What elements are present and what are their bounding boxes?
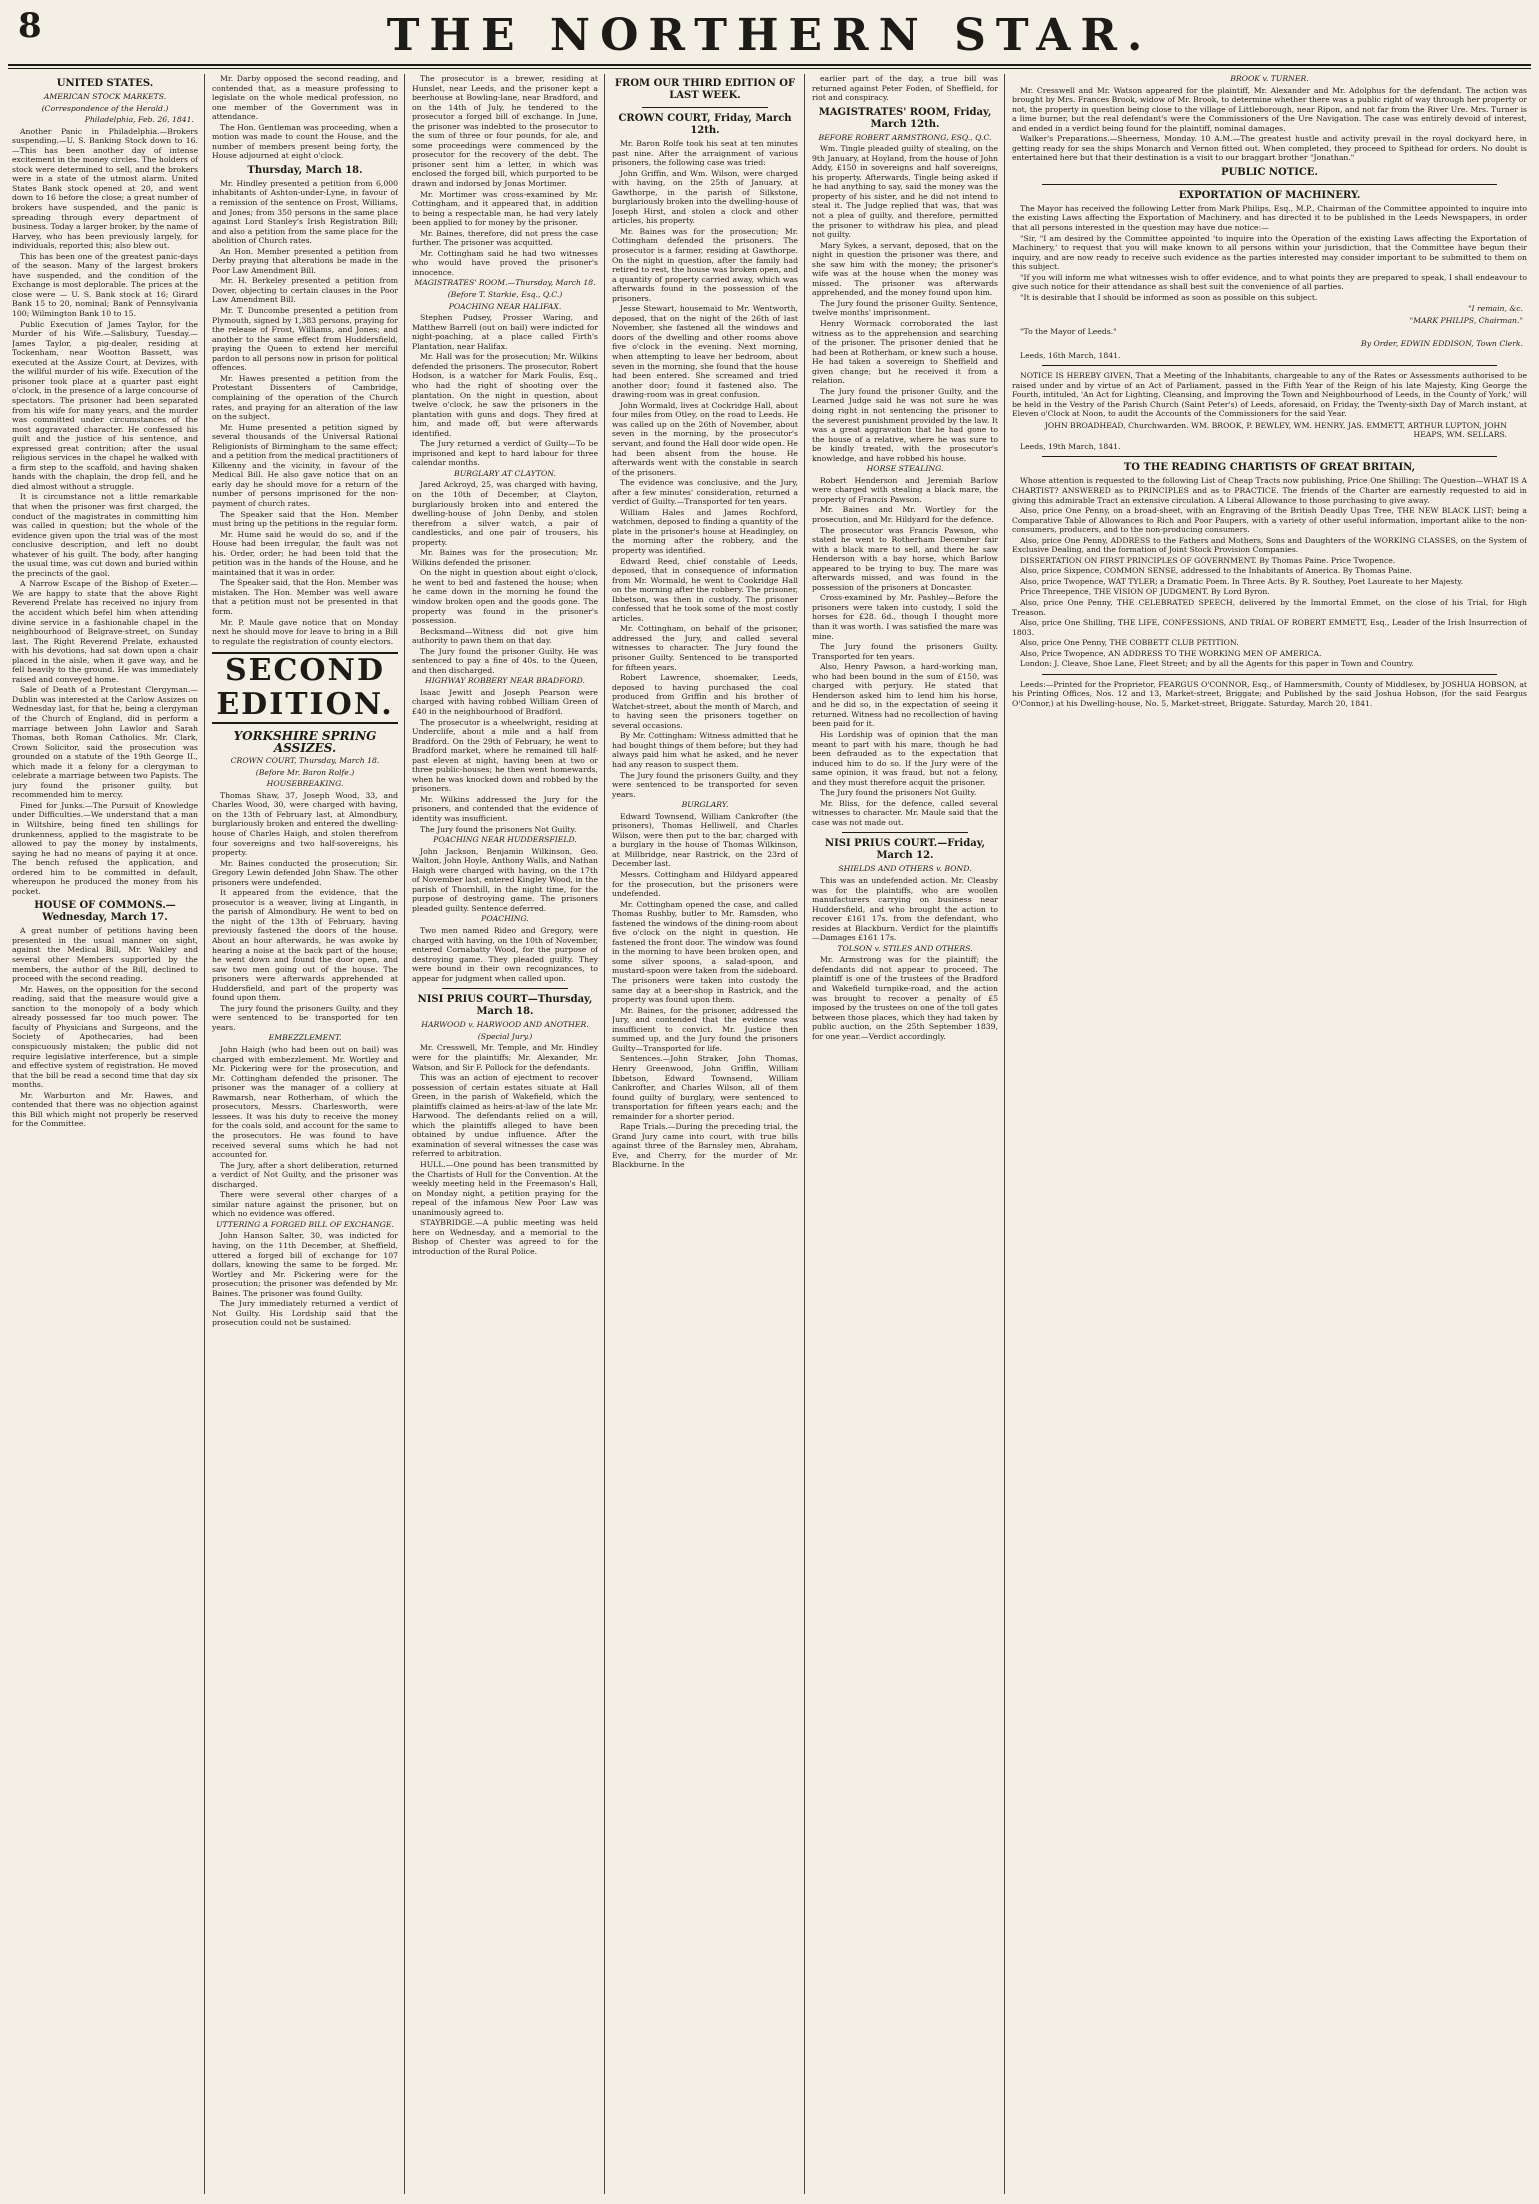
section-rule <box>442 988 568 989</box>
article-paragraph: On the night in question about eight o'clock, he went to bed and fastened the house; when he came down in the morning he found the window broken open and the goods gone. The property was found in the prisoner's possession. <box>412 568 598 626</box>
signatories-list: JOHN BROADHEAD, Churchwarden. WM. BROOK, P. BEWLEY, WM. HENRY, JAS. EMMETT, ARTHUR LUPTON, JOHN HEAPS, WM. SELLARS. <box>1044 420 1507 440</box>
section-rule <box>642 107 768 108</box>
article-paragraph: Edward Townsend, William Cankrofter (the prisoners), Thomas Helliwell, and Charles Wilson, were then put to the bar, charged with a burglary in the house of Thomas Wilkinson, at Millbridge, near Rastrick, on the 23rd of December last. <box>612 811 798 869</box>
masthead-rule-thin <box>8 68 1531 69</box>
article-paragraph: The Jury, after a short deliberation, returned a verdict of Not Guilty, and the prisoner was discharged. <box>212 1160 398 1189</box>
article-paragraph: The Speaker said, that the Hon. Member was mistaken. The Hon. Member was well aware that a petition must not be presented in that form. <box>212 578 398 616</box>
article-paragraph: Wm. Tingle pleaded guilty of stealing, on the 9th January, at Hoyland, from the house of John Addy, £150 in sovereigns and half sovereigns, his property. Afterwards, Tingle being asked if he had anything to say, said the money was the property of his sister, and he did not intend to steal it. The Judge replied that was, that was not a plea of guilty, and therefore, permitted the prisoner to withdraw his plea, and plead not guilty. <box>812 144 998 240</box>
article-paragraph: Becksmand—Witness did not give him authority to pawn them on that day. <box>412 626 598 646</box>
article-paragraph: Mr. Warburton and Mr. Hawes, and contended that there was no objection against this Bill which might not properly be reserved for the Committee. <box>12 1090 198 1129</box>
section-rule <box>842 832 968 833</box>
subheading: SHIELDS AND OTHERS v. BOND. <box>838 864 972 874</box>
article-paragraph: Isaac Jewitt and Joseph Pearson were charged with having robbed William Green of £40 in the neighbourhood of Bradford. <box>412 687 598 716</box>
column-divider <box>1004 74 1005 2194</box>
subheading: POACHING NEAR HUDDERSFIELD. <box>433 835 577 845</box>
article-paragraph: Cross-examined by Mr. Pashley—Before the prisoners were taken into custody, I sold the horses for £28. 6d., though I thought more than it was worth. I was satisfied the mare was mine. <box>812 593 998 641</box>
article-paragraph: Another Panic in Philadelphia.—Brokers suspending.—U. S. Banking Stock down to 16.—This has been another day of intense excitement in the money circles. The holders of stock were determined to sell, and the brokers were in a state of the utmost alarm. United States Bank stock opened at 20, and went down to 16 before the close; a great number of brokers have suspended, and the panic is spreading through every department of business. Today a larger broker, by the name of Harvey, who has been previously largely, for individuals, reported this; also blew out. <box>12 126 198 251</box>
section-heading: UNITED STATES. <box>56 78 154 89</box>
article-paragraph: John Wormald, lives at Cockridge Hall, about four miles from Otley, on the road to Leeds. He was called up on the 26th of November, about seven in the morning, by the prosecutor's servant, and found the Hall door wide open. He had been absent from the house. He afterwards went with the constable in search of the prisoners. <box>612 400 798 477</box>
subheading: HOUSEBREAKING. <box>266 779 344 789</box>
article-paragraph: His Lordship was of opinion that the man meant to part with his mare, though he had been defrauded as to the expectation that induced him to do so. If the Jury were of the same opinion, it was fraud, but not a felony, and they must therefore acquit the prisoner. <box>812 730 998 787</box>
article-paragraph: The evidence was conclusive, and the Jury, after a few minutes' consideration, returned a verdict of Guilty.—Transported for ten years. <box>612 478 798 507</box>
column-2 <box>212 74 398 2199</box>
article-paragraph: Mary Sykes, a servant, deposed, that on the night in question the prisoner was there, and she saw him with the money; the prisoner's wife was at the house when the money was missed. The prisoner was afterwards apprehended, and the money found upon him. <box>812 240 998 298</box>
article-paragraph: The Jury found the prisoners Not Guilty. <box>420 824 577 834</box>
article-paragraph: This was an action of ejectment to recover possession of certain estates situate at Hall Green, in the parish of Wakefield, which the plaintiffs claimed as heirs-at-law of the late Mr. Harwood. The defendants relied on a will, which the plaintiffs alleged to have been obtained by undue influence. After the examination of several witnesses the case was referred to arbitration. <box>412 1073 598 1159</box>
article-paragraph: The Jury returned a verdict of Guilty—To be imprisoned and kept to hard labour for three calendar months. <box>412 439 598 468</box>
article-paragraph: Mr. Cottingham, on behalf of the prisoner, addressed the Jury, and called several witnesses to character. The Jury found the prisoner Guilty. Sentenced to be transported for fifteen years. <box>612 624 798 672</box>
column-3 <box>412 74 598 2199</box>
assizes-heading: YORKSHIRE SPRING ASSIZES. <box>233 729 377 756</box>
section-heading: PUBLIC NOTICE. <box>1221 166 1318 178</box>
article-paragraph: "It is desirable that I should be informed as soon as possible on this subject. <box>1020 292 1318 302</box>
article-paragraph: Rape Trials.—During the preceding trial, the Grand Jury came into court, with true bills against three of the Barnsley men, Abraham, Eve, and Cherry, for the murder of Mr. Blackburne. In the <box>612 1122 798 1170</box>
subheading: BROOK v. TURNER. <box>1230 74 1309 83</box>
article-paragraph: Whose attention is requested to the following List of Cheap Tracts now publishing, Price One Shilling: The Question—WHAT IS A CHARTIST? ANSWERED as to PRINCIPLES and as to PRACTICE. The friends of the Charter are earnestly requested to aid in giving this admirable Tract an extensive circulation. A Liberal Allowance to those purchasing to give away. <box>1012 476 1527 505</box>
article-paragraph: The Jury found the prisoners Not Guilty. <box>820 788 977 798</box>
subheading: (Special Jury.) <box>477 1031 533 1041</box>
article-paragraph: Robert Lawrence, shoemaker, Leeds, deposed to having purchased the coal produced from Griffin and his brother of Watchet-street, about the month of March, and to having seen the prisoners together on several occasions. <box>612 673 798 730</box>
article-paragraph: Mr. Hindley presented a petition from 6,000 inhabitants of Ashton-under-Lyne, in favour of a remission of the sentence on Frost, Williams, and Jones; from 350 persons in the same place against Lord Stanley's Irish Registration Bill; and also a petition from the same place for the abolition of Church rates. <box>212 178 398 246</box>
article-paragraph: John Griffin, and Wm. Wilson, were charged with having, on the 25th of January, at Gawthorpe, in the parish of Silkstone, burglariously broken into the dwelling-house of Joseph Hirst, and stolen a clock and other articles, his property. <box>612 168 798 226</box>
article-paragraph: DISSERTATION ON FIRST PRINCIPLES OF GOVERNMENT. By Thomas Paine. Price Twopence. <box>1020 555 1396 565</box>
subheading: (Correspondence of the Herald.) <box>41 103 169 113</box>
article-paragraph: By Mr. Cottingham: Witness admitted that he had bought things of them before; but they had always paid him what he asked, and he never had any reason to suspect them. <box>612 731 798 769</box>
article-paragraph: Mr. T. Duncombe presented a petition from Plymouth, signed by 1,383 persons, praying for the release of Frost, Williams, and Jones; and another to the same effect from Huddersfield, praying the Queen to extend her merciful pardon to all persons now in prison for political offences. <box>212 306 398 373</box>
section-heading: MAGISTRATES' ROOM, Friday, March 12th. <box>818 106 992 130</box>
signature-line: "MARK PHILIPS, Chairman." <box>1409 315 1523 325</box>
article-paragraph: Also, Price Twopence, AN ADDRESS TO THE WORKING MEN OF AMERICA. <box>1020 648 1322 658</box>
section-heading: FROM OUR THIRD EDITION OF LAST WEEK. <box>614 78 796 101</box>
masthead-title: THE NORTHERN STAR. <box>386 10 1153 61</box>
article-paragraph: Sentences.—John Straker, John Thomas, Henry Greenwood, John Griffin, William Ibbetson, Edward Townsend, William Cankrofter, and Charles Wilson, all of them found guilty of burglary, were sentenced to transportation for fifteen years each; and the remainder for a shorter period. <box>612 1054 798 1121</box>
article-paragraph: Mr. Mortimer was cross-examined by Mr. Cottingham, and it appeared that, in addition to being a respectable man, he had very lately been applied to for money by the prisoner. <box>412 189 598 228</box>
subheading: BURGLARY AT CLAYTON. <box>454 468 556 478</box>
article-paragraph: Mr. Hall was for the prosecution; Mr. Wilkins defended the prisoners. The prosecutor, Robert Hodson, is a watcher for Mark Foulis, Esq., who had the right of shooting over the plantation. On the night in question, about twelve o'clock, he saw the prisoners in the plantation with guns and dogs. They fired at him, and made off, but were afterwards identified. <box>412 352 598 438</box>
article-paragraph: Also, price One Shilling, THE LIFE, CONFESSIONS, AND TRIAL OF ROBERT EMMETT, Esq., Leader of the Irish Insurrection of 1803. <box>1012 618 1527 637</box>
article-paragraph: The Mayor has received the following Letter from Mark Philips, Esq., M.P., Chairman of the Committee appointed to inquire into the existing Laws affecting the Exportation of Machinery, and has directed it to be published in the Leeds Newspapers, in order that all persons interested in the question may have due notice:— <box>1012 203 1527 233</box>
article-paragraph: Mr. Baines conducted the prosecution; Sir. Gregory Lewin defended John Shaw. The other prisoners were undefended. <box>212 858 398 887</box>
article-paragraph: London: J. Cleave, Shoe Lane, Fleet Street; and by all the Agents for this paper in Town and Country. <box>1020 659 1414 669</box>
article-paragraph: Mr. Cresswell and Mr. Watson appeared for the plaintiff, Mr. Alexander and Mr. Adolphus for the defendant. The action was brought by Mrs. Frances Brook, widow of Mr. Brook, to determine whether there was a public right of way through her property or not, the property in question being close to the village of Littleborough, near Ripon, and not far from the River Ure. Mrs. Turner is a lime burner, but the real defendant's were the Commissioners of the Ure Navigation. The case was entirely devoid of interest, and ended in a verdict being found for the plaintiff, nominal damages. <box>1012 85 1527 133</box>
article-paragraph: Mr. Baines was for the prosecution; Mr. Cottingham defended the prisoners. The prosecutor is a farmer, residing at Gawthorpe. On the night in question, after the family had retired to rest, the house was broken open, and a quantity of property carried away, which was afterwards found in the possession of the prisoners. <box>612 226 798 303</box>
article-paragraph: Thomas Shaw, 37, Joseph Wood, 33, and Charles Wood, 30, were charged with having, on the 13th of February last, at Almondbury, burglariously broken and entered the dwelling-house of Charles Haigh, and stolen therefrom four sovereigns and two half-sovereigns, his property. <box>212 790 398 858</box>
article-paragraph: Sale of Death of a Protestant Clergyman.—Dublin was interested at the Carlow Assizes on Wednesday last, for that he, being a clergyman of the Church of England, did in perform a marriage between John Lawlor and Sarah Thomas, both Roman Catholics. Mr. Clark, Crown Solicitor, said the prosecution was grounded on a statute of the 19th George II., which made it a felony for a clergyman to celebrate a marriage between two Papists. The jury found the prisoner guilty, but recommended him to mercy. <box>12 685 198 800</box>
article-paragraph: STAYBRIDGE.—A public meeting was held here on Wednesday, and a memorial to the Bishop of Chester was agreed to for the introduction of the Rural Police. <box>412 1218 598 1256</box>
column-4 <box>612 74 798 2199</box>
article-paragraph: Mr. Hume presented a petition signed by several thousands of the Universal Rational Religionists of Birmingham to the same effect; and a petition from the medical practitioners of Kilkenny and the vicinity, in favour of the Medical Bill. He also gave notice that on an early day he should move for a return of the number of persons imprisoned for the non-payment of church rates. <box>212 422 398 508</box>
section-heading: CROWN COURT, Friday, March 12th. <box>618 113 792 136</box>
article-paragraph: Also, price Twopence, WAT TYLER; a Dramatic Poem. In Three Acts. By R. Southey, Poet Laureate to her Majesty. <box>1020 576 1464 586</box>
article-paragraph: Jared Ackroyd, 25, was charged with having, on the 10th of December, at Clayton, burglariously broken into and entered the dwelling-house of John Denby, and stolen therefrom a silver watch, a pair of candlesticks, and one pair of trousers, his property. <box>412 480 598 547</box>
article-paragraph: There were several other charges of a similar nature against the prisoner, but on which no evidence was offered. <box>212 1190 398 1219</box>
article-paragraph: Also, price Sixpence, COMMON SENSE, addressed to the Inhabitants of America. By Thomas Paine. <box>1020 566 1412 576</box>
article-paragraph: A great number of petitions having been presented in the usual manner on sight, against the Medical Bill, Mr. Wakley and several other Members supported by the members, the author of the Bill, declined to proceed with the second reading. <box>12 926 198 984</box>
article-paragraph: An Hon. Member presented a petition from Derby praying that alterations be made in the Poor Law Amendment Bill. <box>212 246 398 275</box>
column-divider <box>404 74 405 2194</box>
article-paragraph: John Haigh (who had been out on bail) was charged with embezzlement. Mr. Wortley and Mr. Pickering were for the prosecution, and Mr. Cottingham defended the prisoner. The prisoner was the manager of a colliery at Rawmarsh, near Rotherham, of which the prosecutors, Messrs. Charlesworth, were lessees. It was his duty to receive the money for the coals sold, and account for the same to the prosecutors. He was found to have received several sums which he had not accounted for. <box>212 1045 398 1160</box>
subheading: BURGLARY. <box>681 800 729 810</box>
article-paragraph: "If you will inform me what witnesses wish to offer evidence, and to what points they are prepared to speak, I shall endeavour to give such notice for their attendance as shall best suit the convenience of all parties. <box>1012 272 1527 292</box>
article-paragraph: Mr. P. Maule gave notice that on Monday next he should move for leave to bring in a Bill to regulate the registration of county electors. <box>212 617 398 646</box>
article-paragraph: The jury found the prisoners Guilty, and they were sentenced to be transported for ten years. <box>212 1003 398 1032</box>
signature-line: Philadelphia, Feb. 26, 1841. <box>84 115 194 125</box>
article-paragraph: earlier part of the day, a true bill was returned against Peter Foden, of Sheffield, for riot and conspiracy. <box>812 74 998 103</box>
article-paragraph: Mr. Cottingham said he had two witnesses who would have proved the prisoner's innocence. <box>412 248 598 277</box>
article-paragraph: Mr. Baines, for the prisoner, addressed the Jury, and contended that the evidence was insufficient to convict. Mr. Justice then summed up, and the Jury found the prisoners Guilty—Transported for life. <box>612 1005 798 1053</box>
article-paragraph: John Hanson Salter, 30, was indicted for having, on the 11th December, at Sheffield, uttered a forged bill of exchange for 107 dollars, knowing the same to be forged. Mr. Wortley and Mr. Pickering were for the prosecution; the prisoner was defended by Mr. Baines. The prisoner was found Guilty. <box>212 1231 398 1298</box>
section-heading: NISI PRIUS COURT—Thursday, March 18. <box>417 994 593 1018</box>
article-paragraph: The Jury found the prisoner Guilty. Sentence, twelve months' imprisonment. <box>812 298 998 318</box>
column-6 <box>1012 74 1527 2199</box>
section-rule <box>1042 365 1497 366</box>
article-paragraph: Mr. Baines was for the prosecution; Mr. Wilkins defended the prisoner. <box>412 548 598 567</box>
article-paragraph: Mr. Bliss, for the defence, called several witnesses to character. Mr. Maule said that the case was not made out. <box>812 798 998 827</box>
subheading: (Before T. Starkie, Esq., Q.C.) <box>447 290 563 300</box>
article-paragraph: Leeds, 16th March, 1841. <box>1020 350 1121 360</box>
subheading: TOLSON v. STILES AND OTHERS. <box>837 943 973 953</box>
article-paragraph: It is circumstance not a little remarkable that when the prisoner was first charged, the conduct of the magistrates in committing him was called in question; but the whole of the evidence given upon the trial was of the most conclusive description, and left no doubt whatever of his guilt. The body, after hanging the usual time, was cut down and buried within the precincts of the gaol. <box>12 492 198 578</box>
article-paragraph: Two men named Rideo and Gregory, were charged with having, on the 10th of November, entered Cornabatty Wood, for the purpose of destroying game. They pleaded guilty. They were bound in their own recognizances, to appear for judgment when called upon. <box>412 926 598 983</box>
section-heading: NISI PRIUS COURT.—Friday, March 12. <box>824 838 986 862</box>
article-paragraph: It appeared from the evidence, that the prosecutor is a weaver, living at Linganth, in the parish of Almondbury. He went to bed on the night of the 13th of February, having previously fastened the doors of the house. About an hour afterwards, he was awoke by hearing a noise at the back part of the house; he went down and found the door open, and saw two men going out of the house. The prisoners were afterwards apprehended at Huddersfield, and part of the property was found upon them. <box>212 888 398 1003</box>
column-5 <box>812 74 998 2199</box>
subheading: MAGISTRATES' ROOM.—Thursday, March 18. <box>414 278 596 288</box>
edition-banner: SECOND EDITION. <box>212 652 398 724</box>
article-paragraph: Jesse Stewart, housemaid to Mr. Wentworth, deposed, that on the night of the 26th of last November, she fastened all the windows and doors of the dwelling and other rooms above five o'clock in the evening. Next morning, when attempting to leave her bedroom, about seven in the morning, she found that the house had been entered. She screamed and tried another door; found it fastened also. The drawing-room was in great confusion. <box>612 304 798 400</box>
article-paragraph: Also, price One Penny, THE CELEBRATED SPEECH, delivered by the Immortal Emmet, on the close of his Trial, for High Treason. <box>1012 597 1527 617</box>
article-paragraph: Public Execution of James Taylor, for the Murder of his Wife.—Salisbury, Tuesday.—James Taylor, a pig-dealer, residing at Tockenham, near Wootton Bassett, was executed at the Assize Court, at Devizes, with the willful murder of his wife. Execution of the prisoner took place at a quarter past eight o'clock, in the presence of a large concourse of spectators. The prisoner had been separated from his wife for many years, and the murder was committed under circumstances of the most aggravated character. He confessed his guilt and the justice of his sentence, and expressed great contrition; after the usual religious services in the chapel he walked with a firm step to the scaffold, and having shaken hands with the chaplain, the drop fell, and he died almost without a struggle. <box>12 319 198 491</box>
article-paragraph: Stephen Pudsey, Prosser Waring, and Matthew Barrell (out on bail) were indicted for night-poaching, at a place called Firth's Plantation, near Halifax. <box>412 313 598 351</box>
article-paragraph: NOTICE IS HEREBY GIVEN, That a Meeting of the Inhabitants, chargeable to any of the Rates or Assessments authorised to be raised under and by virtue of an Act of Parliament, passed in the Fifth Year of the Reign of his late Majesty, King George the Fourth, intituled, 'An Act for Lighting, Cleansing, and Improving the Town and Neighbourhood of Leeds, in the County of York,' will be held in the Vestry of the Parish Church (Saint Peter's) of Leeds, aforesaid, on Friday, the Twenty-sixth Day of March instant, at Eleven o'Clock at Noon, to audit the Accounts of the Commissioners for the said Year. <box>1012 371 1527 419</box>
article-paragraph: Robert Henderson and Jeremiah Barlow were charged with stealing a black mare, the property of Francis Pawson. <box>812 475 998 504</box>
subheading: UTTERING A FORGED BILL OF EXCHANGE. <box>216 1219 394 1229</box>
masthead-rule <box>8 64 1531 66</box>
column-divider <box>204 74 205 2194</box>
article-paragraph: John Jackson, Benjamin Wilkinson, Geo. Walton, John Hoyle, Anthony Walls, and Nathan Haigh were charged with having, on the 17th of November last, entered Kingley Wood, in the parish of Thornhill, in the night time, for the purpose of destroying game. The prisoners pleaded guilty. Sentence deferred. <box>412 846 598 913</box>
subheading: HORSE STEALING. <box>866 464 944 474</box>
section-heading: HOUSE OF COMMONS.—Wednesday, March 17. <box>34 900 176 924</box>
article-paragraph: Also, price One Penny, ADDRESS to the Fathers and Mothers, Sons and Daughters of the WORKING CLASSES, on the System of Exclusive Dealing, and the formation of Joint Stock Provision Companies. <box>1012 535 1527 555</box>
article-paragraph: Walker's Preparations.—Sheerness, Monday. 10 A.M.—The greatest hustle and activity prevail in the royal dockyard here, in getting ready for sea the ships Monarch and Vernon fitted out. When completed, they proceed to Spithead for orders. No doubt is entertained here but that their destination is a visit to our braggart brother "Jonathan." <box>1012 134 1527 163</box>
subheading: BEFORE ROBERT ARMSTRONG, ESQ., Q.C. <box>818 132 992 142</box>
article-paragraph: Leeds:—Printed for the Proprietor, FEARGUS O'CONNOR, Esq., of Hammersmith, County of Middlesex, by JOSHUA HOBSON, at his Printing Offices, Nos. 12 and 13, Market-street, Briggate; and Published by the said Joshua Hobson, (for the said Feargus O'Connor,) at his Dwelling-house, No. 5, Market-street, Briggate. Saturday, March 20, 1841. <box>1012 679 1527 708</box>
article-paragraph: Mr. Cottingham opened the case, and called Thomas Rushby, butler to Mr. Ramsden, who fastened the windows of the dining-room about five o'clock on the night in question. He fastened the front door. The window was found in the morning to have been broken open, and some silver spoons, a salad-spoon, and mustard-spoon were taken from the sideboard. The prisoners were taken into custody the same day at a beer-shop in Rastrick, and the property was found upon them. <box>612 899 798 1005</box>
article-paragraph: Also, price One Penny, on a broad-sheet, with an Engraving of the British Deadly Upas Tree, THE NEW BLACK LIST; being a Comparative Table of Allowances to Rich and Poor Paupers, with a variety of other useful information, important alike to the non-consumers, producers, and to the non-producing consumers. <box>1012 506 1527 535</box>
subheading: AMERICAN STOCK MARKETS. <box>43 92 167 101</box>
page-number: 8 <box>18 6 42 46</box>
article-paragraph: Leeds, 19th March, 1841. <box>1020 441 1121 451</box>
subheading: EMBEZZLEMENT. <box>268 1033 342 1043</box>
article-paragraph: HULL.—One pound has been transmitted by the Chartists of Hull for the Convention. At the weekly meeting held in the Freemason's Hall, on Monday night, a petition praying for the repeal of the infamous New Poor Law was unanimously agreed to. <box>412 1159 598 1217</box>
article-paragraph: The Jury found the prisoner Guilty, and the Learned Judge said he was not sure he was doing right in not sentencing the prisoner to the severest punishment provided by the law. It was a great aggravation that he had gone to the house of a relative, where he was sure to be kindly treated, with the prosecutor's knowledge, and have robbed his house. <box>812 386 998 463</box>
article-paragraph: Mr. Baines, therefore, did not press the case further. The prisoner was acquitted. <box>412 228 598 248</box>
article-paragraph: The Jury found the prisoner Guilty. He was sentenced to pay a fine of 40s. to the Queen, and then discharged. <box>412 646 598 675</box>
article-paragraph: Also, price One Penny, THE COBBETT CLUB PETITION. <box>1020 638 1239 648</box>
article-paragraph: "To the Mayor of Leeds." <box>1020 327 1117 337</box>
article-paragraph: The Jury found the prisoners Guilty. Transported for ten years. <box>812 642 998 661</box>
section-rule <box>1042 456 1497 457</box>
article-paragraph: Mr. Hawes presented a petition from the Protestant Dissenters of Cambridge, complaining of the operation of the Church rates, and praying for an alteration of the law on the subject. <box>212 373 398 422</box>
article-paragraph: Mr. Hume said he would do so, and if the House had been irregular, the fault was not his. Order, order; he had been told that the petition was in the hands of the House, and he maintained that it was in order. <box>212 529 398 577</box>
article-paragraph: Mr. Baron Rolfe took his seat at ten minutes past nine. After the arraignment of various prisoners, the following case was tried: <box>612 139 798 168</box>
article-paragraph: "Sir, "I am desired by the Committee appointed 'to inquire into the Operation of the existing Laws affecting the Exportation of Machinery,' to request that you will make known to all persons within your jurisdiction, that the Committee have begun their inquiry, and are now ready to receive such evidence as the parties interested may consider important to be submitted to them on this subject. <box>1012 233 1527 272</box>
article-paragraph: This has been one of the greatest panic-days of the season. Many of the largest brokers have suspended, and the condition of the Exchange is most deplorable. The prices at the close were — U. S. Bank stock at 16; Girard Bank 15 to 20, nominal; Bank of Pennsylvania 100; Wilmington Bank 10 to 15. <box>12 251 198 319</box>
article-paragraph: The prosecutor is a brewer, residing at Hunslet, near Leeds, and the prisoner kept a beerhouse at Bowling-lane, near Bradford, and on the 14th of July, he tendered to the prosecutor a forged bill of exchange. In June, the prisoner was indebted to the prosecutor to the sum of three or four pounds, for ale, and some proceedings were commenced by the prosecutor for the recovery of the debt. The prisoner sent him a letter, in which was enclosed the forged bill, which purported to be drawn and indorsed by Jonas Mortimer. <box>412 74 598 189</box>
section-heading: Thursday, March 18. <box>247 164 363 176</box>
signature-line: "I remain, &c. <box>1467 304 1523 314</box>
article-paragraph: The Jury immediately returned a verdict of Not Guilty. His Lordship said that the prosecution could not be sustained. <box>212 1299 398 1328</box>
subheading: CROWN COURT, Thursday, March 18. <box>230 756 380 766</box>
article-paragraph: Edward Reed, chief constable of Leeds, deposed, that in consequence of information from Mr. Wormald, he went to Cookridge Hall on the morning after the robbery. The prisoner, Ibbetson, was then in custody. The prisoner confessed that he took some of the most costly articles. <box>612 556 798 623</box>
article-paragraph: Mr. Cresswell, Mr. Temple, and Mr. Hindley were for the plaintiffs; Mr. Alexander, Mr. Watson, and Sir F. Pollock for the defendants. <box>412 1043 598 1072</box>
column-divider <box>804 74 805 2194</box>
article-paragraph: Mr. Hawes, on the opposition for the second reading, said that the measure would give a sanction to the monopoly of a body which already possessed far too much power. The faculty of Physicians and Surgeons, and the Society of Apothecaries, had been conspicuously mistaken; the public did not require legislative interference, but a simple and effective system of registration. He moved that the bill be read a second time that day six months. <box>12 984 198 1090</box>
article-paragraph: The prosecutor was Francis Pawson, who stated he went to Rotherham December fair with a black mare to sell, and there he saw Henderson with a bay horse, which Barlow appeared to be trying to buy. The mare was afterwards missed, and was found in the possession of the prisoners at Doncaster. <box>812 525 998 592</box>
section-heading: EXPORTATION OF MACHINERY. <box>1178 189 1361 201</box>
article-paragraph: This was an undefended action. Mr. Cleasby was for the plaintiffs, who are woollen manufacturers carrying on business near Huddersfield, and who brought the action to recover £161 17s. from the defendant, who resides at Blackburn. Verdict for the plaintiffs—Damages £161 17s. <box>812 876 998 943</box>
article-paragraph: Also, Henry Pawson, a hard-working man, who had been bound in the sum of £150, was charged with perjury. He stated that Henderson asked him to lend him his horse, and he did so, in the expectation of seeing it returned. Witness had no recollection of having been paid for it. <box>812 662 998 729</box>
column-1 <box>12 74 198 2199</box>
subheading: HIGHWAY ROBBERY NEAR BRADFORD. <box>425 676 585 686</box>
article-paragraph: Fined for Junks.—The Pursuit of Knowledge under Difficulties.—We understand that a man in Wiltshire, being fined ten shillings for drunkenness, applied to the magistrate to be allowed to pay the money by instalments, saying he had no means of paying it at once. The bench refused the application, and ordered him to be committed in default, whereupon he produced the money from his pocket. <box>12 800 198 896</box>
subheading: (Before Mr. Baron Rolfe.) <box>255 767 355 777</box>
article-paragraph: A Narrow Escape of the Bishop of Exeter.—We are happy to state that the above Right Reverend Prelate has received no injury from the accident which befel him when attending divine service in a fashionable chapel in the neighbourhood of Belgrave-street, on Sunday last. The Right Reverend Prelate, exhausted with his devotions, had sat down upon a chair placed in the aisle, when it gave way, and he fell heavily to the ground. He was immediately raised and conveyed home. <box>12 579 198 684</box>
signature-line: By Order, EDWIN EDDISON, Town Clerk. <box>1361 339 1523 349</box>
section-rule <box>1042 674 1497 675</box>
article-paragraph: Price Threepence, THE VISION OF JUDGMENT. By Lord Byron. <box>1020 587 1270 597</box>
article-paragraph: The Jury found the prisoners Guilty, and they were sentenced to be transported for seven years. <box>612 770 798 799</box>
article-paragraph: Mr. Baines and Mr. Wortley for the prosecution, and Mr. Hildyard for the defence. <box>812 505 998 524</box>
subheading: POACHING NEAR HALIFAX. <box>448 301 562 311</box>
article-paragraph: The prosecutor is a wheelwright, residing at Underclife, about a mile and a half from Bradford. On the 29th of February, he went to Bradford market, where he remained till half-past eleven at night, having been at two or three public-houses; he then went homewards, when he was knocked down and robbed by the prisoners. <box>412 717 598 794</box>
article-paragraph: Mr. H. Berkeley presented a petition from Dover, objecting to certain clauses in the Poor Law Amendment Bill. <box>212 276 398 305</box>
subheading: HARWOOD v. HARWOOD AND ANOTHER. <box>421 1020 589 1030</box>
article-paragraph: The Hon. Gentleman was proceeding, when a motion was made to count the House, and the number of members present being forty, the House adjourned at eight o'clock. <box>212 122 398 161</box>
article-paragraph: Messrs. Cottingham and Hildyard appeared for the prosecution, but the prisoners were undefended. <box>612 870 798 899</box>
subheading: POACHING. <box>481 914 529 924</box>
article-paragraph: Mr. Wilkins addressed the Jury for the prisoners, and contended that the evidence of identity was insufficient. <box>412 794 598 824</box>
section-heading: TO THE READING CHARTISTS OF GREAT BRITAIN, <box>1123 462 1416 474</box>
article-paragraph: William Hales and James Rochford, watchmen, deposed to finding a quantity of the plate in the prisoner's house at Headingley, on the morning after the robbery, and the property was identified. <box>612 507 798 555</box>
section-rule <box>1042 184 1497 185</box>
article-paragraph: Mr. Darby opposed the second reading, and contended that, as a measure professing to legislate on the whole medical profession, no one member of the Government was in attendance. <box>212 74 398 122</box>
article-paragraph: The Speaker said that the Hon. Member must bring up the petitions in the regular form. <box>212 509 398 529</box>
article-paragraph: Mr. Armstrong was for the plaintiff; the defendants did not appear to proceed. The plaintiff is one of the trustees of the Bradford and Wakefield turnpike-road, and the action was brought to recover a penalty of £5 imposed by the trustees on one of the toll gates between those places, which they had taken by public auction, on the 25th September 1839, for one year.—Verdict accordingly. <box>812 955 998 1041</box>
column-divider <box>604 74 605 2194</box>
article-paragraph: Henry Wormack corroborated the last witness as to the apprehension and searching of the prisoner. The prisoner denied that he had been at Rotherham, or knew such a house. He had taken a sovereign to Sheffield and given change; but he received it from a relation. <box>812 319 998 386</box>
